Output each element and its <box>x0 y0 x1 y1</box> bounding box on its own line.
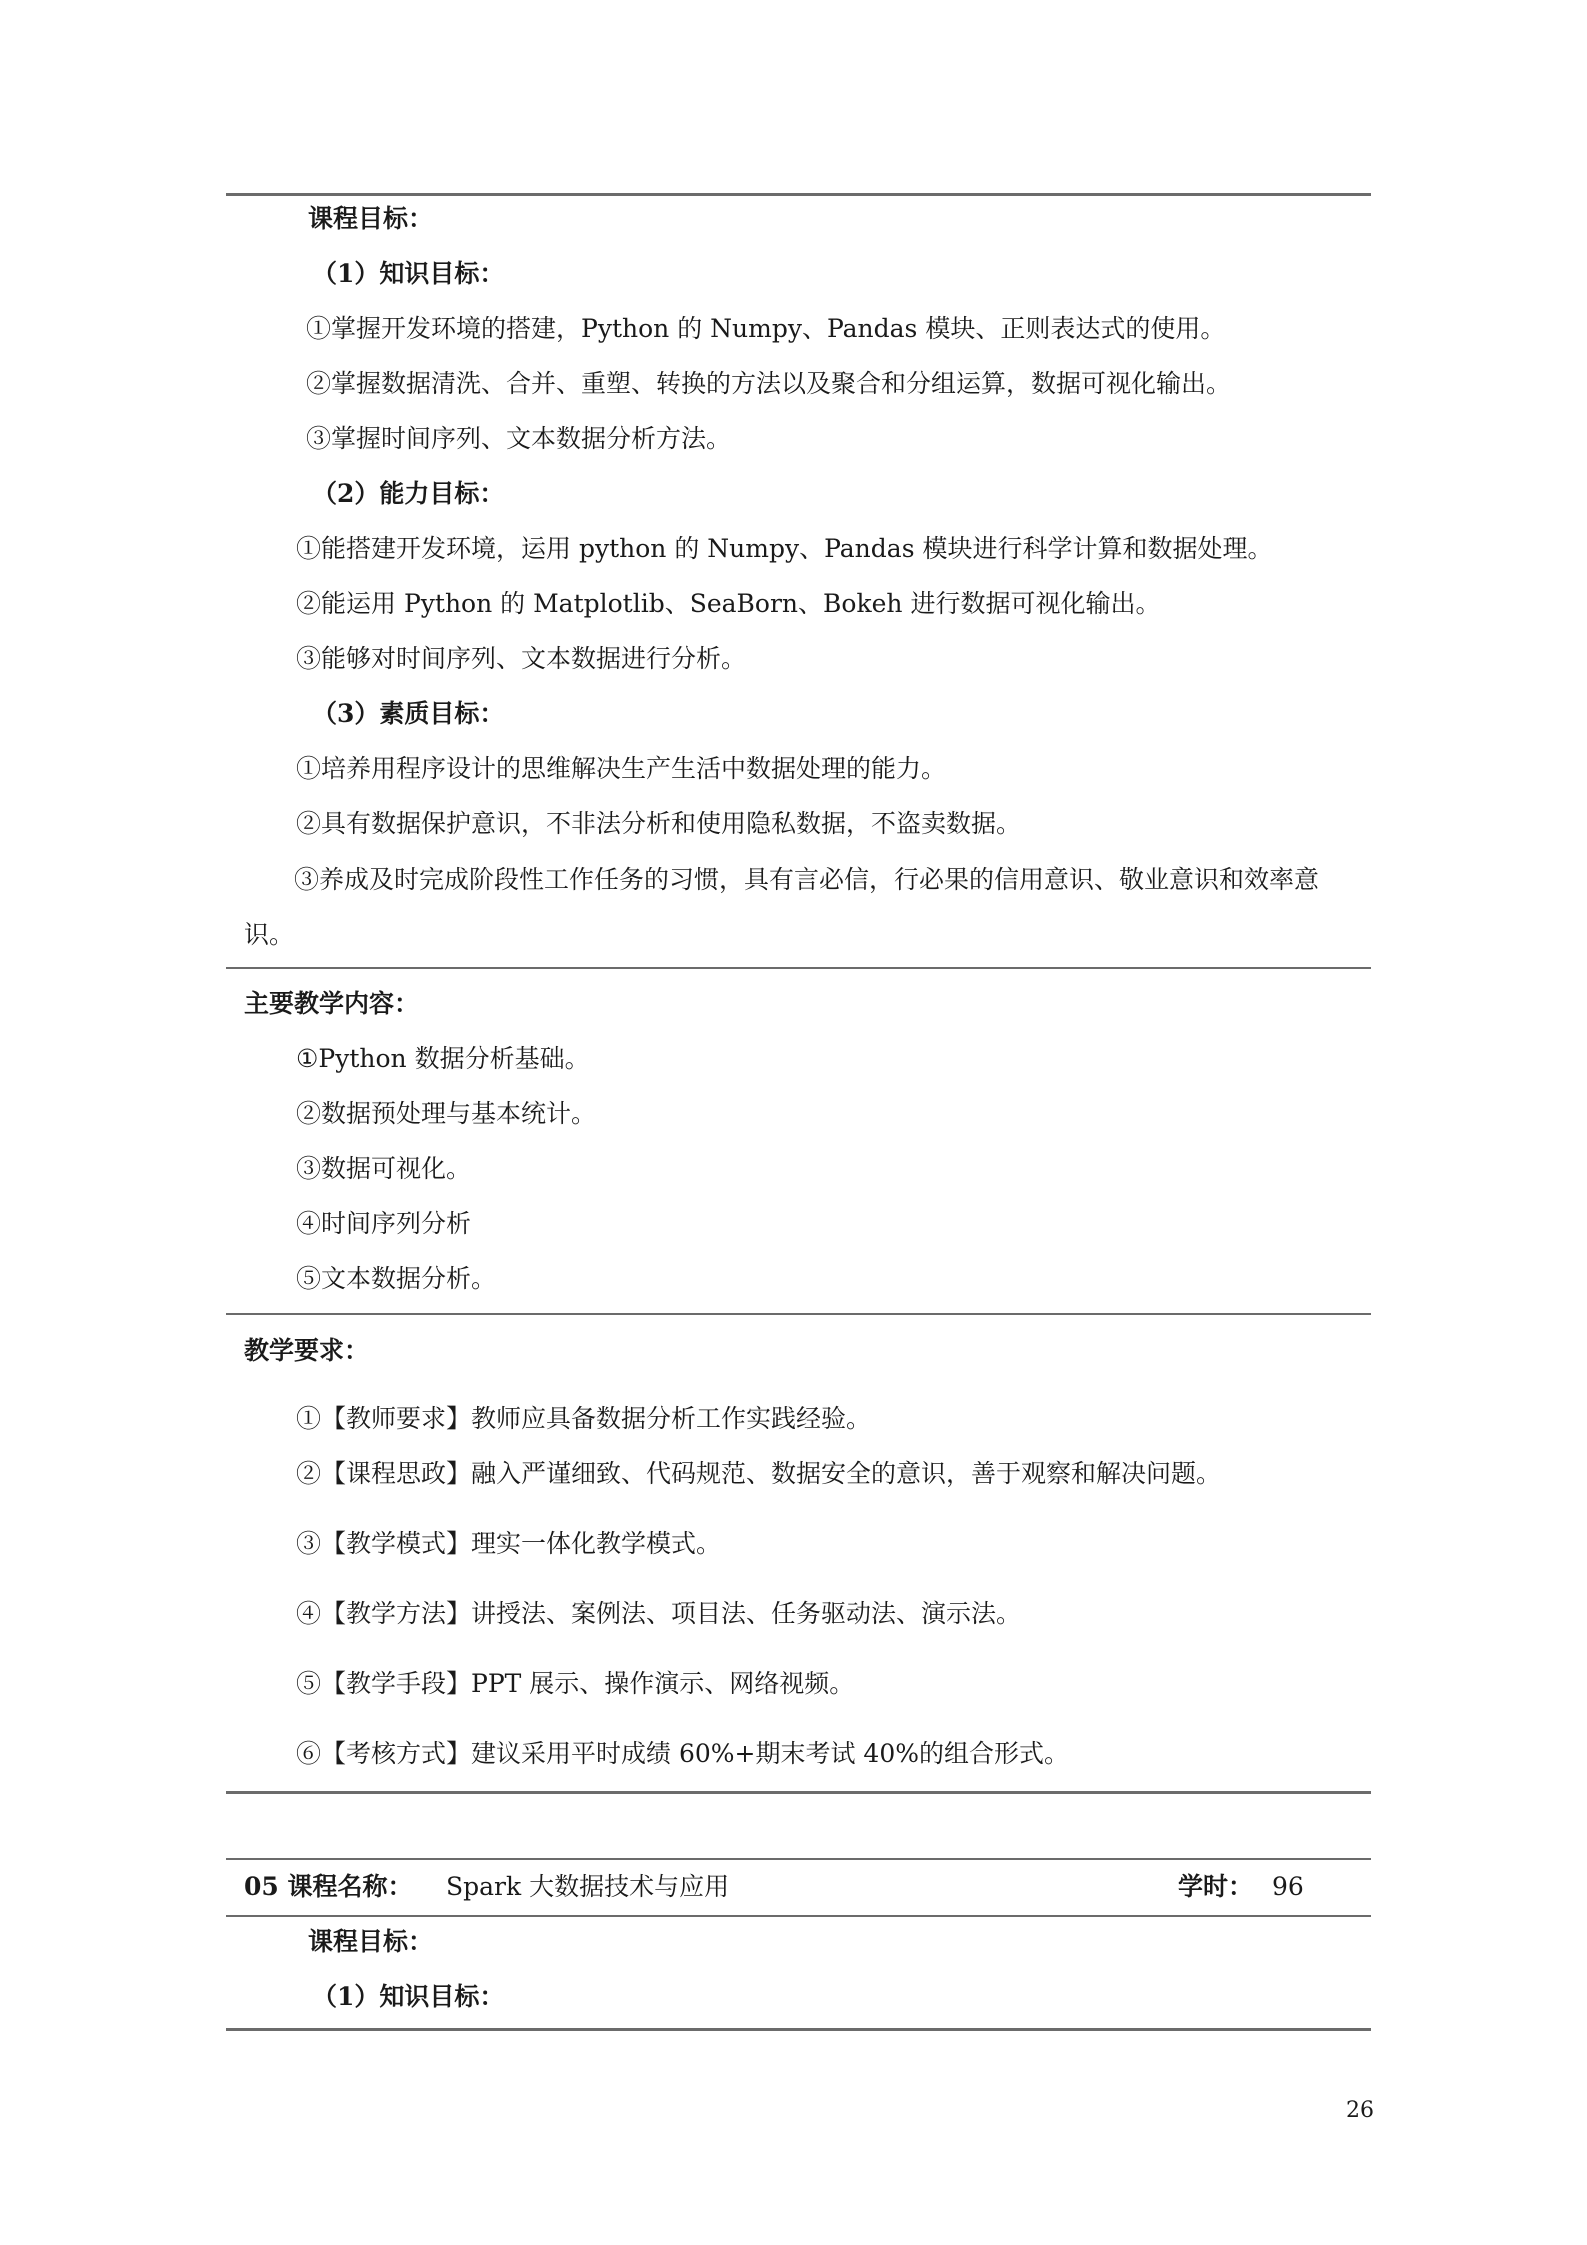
ability-item-3: ③能够对时间序列、文本数据进行分析。 <box>296 644 747 673</box>
teaching-requirements-heading: 教学要求： <box>244 1336 370 1365</box>
course05-name-value: Spark 大数据技术与应用 <box>446 1872 730 1901</box>
course05-rule-bottom <box>226 2028 1371 2031</box>
knowledge-goal-heading: （1）知识目标： <box>312 259 505 288</box>
teaching-content-item-5: ⑤文本数据分析。 <box>296 1264 497 1293</box>
ability-goal-heading: （2）能力目标： <box>312 479 505 508</box>
requirement-item-3: ③【教学模式】理实一体化教学模式。 <box>296 1529 722 1558</box>
quality-item-3 <box>244 852 1364 962</box>
course05-knowledge-heading: （1）知识目标： <box>312 1982 505 2011</box>
teaching-content-item-1: ①Python 数据分析基础。 <box>296 1044 590 1073</box>
course-goal-heading: 课程目标： <box>308 204 434 233</box>
requirement-item-5: ⑤【教学手段】PPT 展示、操作演示、网络视频。 <box>296 1669 855 1698</box>
ability-item-2: ②能运用 Python 的 Matplotlib、SeaBorn、Bokeh 进行数据可视化输出。 <box>296 589 1161 618</box>
ability-item-1: ①能搭建开发环境，运用 python 的 Numpy、Pandas 模块进行科学计算和数据处理。 <box>296 534 1273 563</box>
table-rule-bottom <box>226 1791 1371 1794</box>
knowledge-item-1: ①掌握开发环境的搭建，Python 的 Numpy、Pandas 模块、正则表达式的使用。 <box>306 314 1226 343</box>
quality-item-2: ②具有数据保护意识，不非法分析和使用隐私数据，不盗卖数据。 <box>296 809 1022 838</box>
quality-item-3-text: ③养成及时完成阶段性工作任务的习惯，具有言必信，行必果的信用意识、敬业意识和效率意识。 <box>244 865 1320 949</box>
table-rule-teaching-requirements <box>226 1313 1371 1315</box>
requirement-item-4: ④【教学方法】讲授法、案例法、项目法、任务驱动法、演示法。 <box>296 1599 1022 1628</box>
course05-hours-value: 96 <box>1272 1872 1304 1901</box>
requirement-item-2: ②【课程思政】融入严谨细致、代码规范、数据安全的意识，善于观察和解决问题。 <box>296 1459 1222 1488</box>
course05-rule-mid <box>226 1915 1371 1917</box>
course05-goal-heading: 课程目标： <box>308 1927 434 1956</box>
course05-rule-top <box>226 1858 1371 1860</box>
table-rule-top <box>226 193 1371 196</box>
quality-item-1: ①培养用程序设计的思维解决生产生活中数据处理的能力。 <box>296 754 947 783</box>
page-number: 26 <box>1346 2098 1374 2123</box>
teaching-content-heading: 主要教学内容： <box>244 989 420 1018</box>
teaching-content-item-3: ③数据可视化。 <box>296 1154 472 1183</box>
requirement-item-1: ①【教师要求】教师应具备数据分析工作实践经验。 <box>296 1404 872 1433</box>
teaching-content-item-2: ②数据预处理与基本统计。 <box>296 1099 597 1128</box>
course05-name-label: 05 课程名称： <box>244 1872 413 1901</box>
knowledge-item-3: ③掌握时间序列、文本数据分析方法。 <box>306 424 732 453</box>
table-rule-teaching-content <box>226 967 1371 969</box>
course05-hours-label: 学时： <box>1178 1872 1254 1901</box>
teaching-content-item-4: ④时间序列分析 <box>296 1209 472 1238</box>
quality-goal-heading: （3）素质目标： <box>312 699 505 728</box>
requirement-item-6: ⑥【考核方式】建议采用平时成绩 60%+期末考试 40%的组合形式。 <box>296 1739 1069 1768</box>
knowledge-item-2: ②掌握数据清洗、合并、重塑、转换的方法以及聚合和分组运算，数据可视化输出。 <box>306 369 1232 398</box>
